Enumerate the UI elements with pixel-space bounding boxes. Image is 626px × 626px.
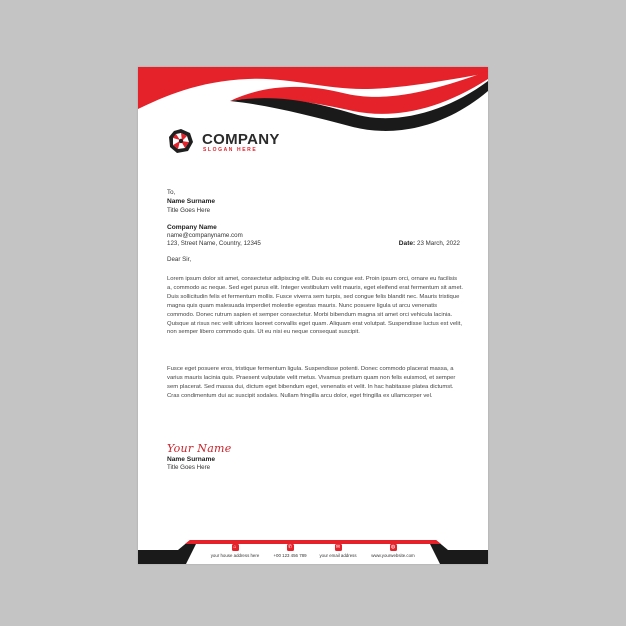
body-paragraph-1: Lorem ipsum dolor sit amet, consectetur adipiscing elit. Duis eu congue est. Proin ipsum orci, ornare eu facilisis a, commodo ac neque. Sed eget purus elit. Integer vestibulum velit mauris, eget eleifend erat fermentum sit amet. Duis sollicitudin felis et fermentum mollis. Fusce viverra sem turpis, sed congue felis blandit nec. Mauris tristique magna quis quam malesuada imperdiet molestie egestas mauris. Nunc posuere ligula ut arcu venenatis commodo. Donec rutrum sapien et semper consectetur. Morbi bibendum magna sit amet orci vehicula lacinia. Quisque at risus nec velit ultrices laoreet convallis eget quam. Aliquam erat volutpat. Suspendisse luctus est velit, non semper libero commodo quis. Ut eu nisi eu neque consequat suscipit. xyxy=(167,276,463,336)
recipient-title: Title Goes Here xyxy=(167,207,211,214)
email-icon: ✉ xyxy=(335,544,341,550)
company-slogan: SLOGAN HERE xyxy=(203,147,258,153)
recipient-name: Name Surname xyxy=(167,198,216,205)
footer-email-text: your email address xyxy=(319,553,357,558)
letterhead-page xyxy=(138,67,488,564)
signature-script: Your Name xyxy=(167,442,232,455)
letter-date xyxy=(399,240,460,247)
footer-phone-text: +00 123 456 789 xyxy=(273,553,307,558)
home-icon: ⌂ xyxy=(233,544,237,550)
sender-company: Company Name xyxy=(167,224,217,231)
signature-name: Name Surname xyxy=(167,456,216,463)
footer-website-text: www.yourwebsite.com xyxy=(371,553,415,558)
date-label: Date: xyxy=(398,240,416,247)
footer-email xyxy=(308,544,368,558)
footer-address xyxy=(205,544,265,558)
globe-icon: ◍ xyxy=(390,544,396,550)
signature-title: Title Goes Here xyxy=(167,464,211,471)
to-label: To, xyxy=(167,189,176,196)
sender-email: name@companyname.com xyxy=(167,232,243,239)
body-paragraph-2: Fusce eget posuere eros, tristique fermentum ligula. Suspendisse potenti. Donec commodo placerat massa, a varius mauris lacinia quis. Praesent vulputate velit metus. Vivamus pretium quam non felis euismod, et semper sem placerat. Sed massa dui, dictum eget bibendum eget, venenatis et velit. In hac habitasse platea dictumst. Cras condimentum dui ac suscipit sodales. Nullam fringilla arcu dolor, eget fringilla ex ullamcorper vel. xyxy=(167,366,456,399)
date-value: 23 March, 2022 xyxy=(417,240,460,247)
company-wordmark: COMPANY xyxy=(202,131,280,148)
salutation: Dear Sir, xyxy=(167,256,192,263)
footer-website xyxy=(363,544,423,558)
company-logo-icon xyxy=(168,128,194,154)
sender-address: 123, Street Name, Country, 12345 xyxy=(167,240,261,247)
footer-address-text: your house address here xyxy=(210,553,260,558)
phone-icon: ✆ xyxy=(287,544,293,550)
